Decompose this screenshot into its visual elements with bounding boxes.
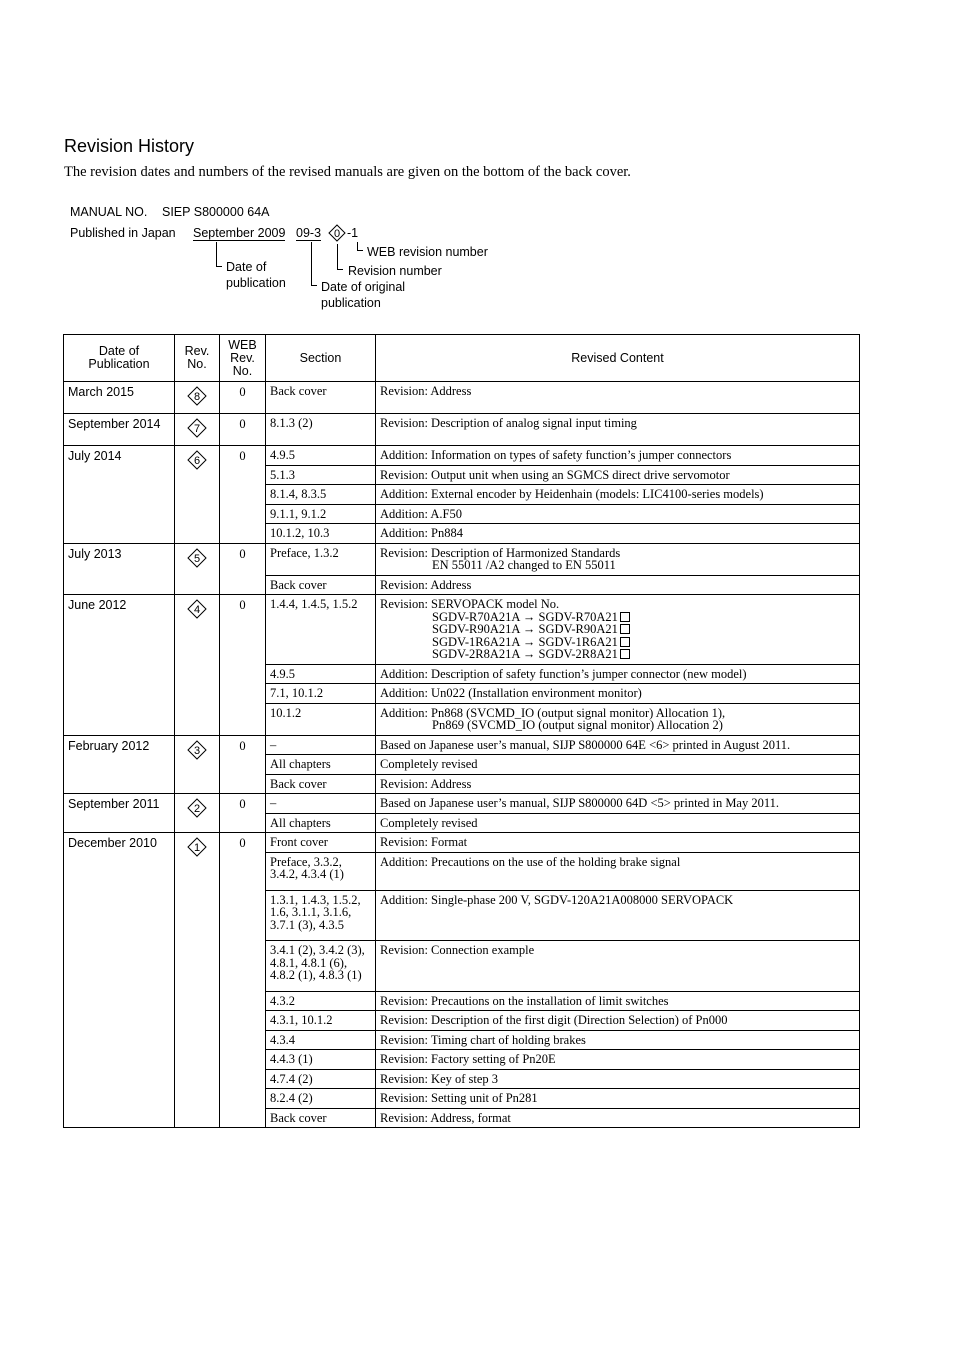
section-cell: Preface, 3.3.2, 3.4.2, 4.3.4 (1) — [266, 852, 376, 890]
content-line: Revision: Precautions on the installation of limit switches — [380, 993, 669, 1008]
revised-content-cell — [376, 833, 860, 853]
revised-content-cell — [376, 991, 860, 1011]
publication-date-cell: July 2013 — [64, 543, 175, 595]
revision-diamond-icon — [187, 418, 207, 438]
section-cell: 1.3.1, 1.4.3, 1.5.2, 1.6, 3.1.1, 3.1.6, 3.7.1 (3), 4.3.5 — [266, 890, 376, 941]
section-cell: 10.1.2 — [266, 703, 376, 735]
web-rev-cell: 0 — [220, 543, 266, 595]
revision-diamond-icon — [187, 450, 207, 470]
header-web: WEB Rev. No. — [220, 335, 266, 382]
section-cell: – — [266, 735, 376, 755]
section-cell: 8.1.3 (2) — [266, 414, 376, 446]
section-cell: Preface, 1.3.2 — [266, 543, 376, 575]
section-cell: 4.7.4 (2) — [266, 1069, 376, 1089]
content-line-indented: EN 55011 /A2 changed to EN 55011 — [432, 558, 616, 572]
section-cell: Back cover — [266, 1108, 376, 1128]
table-row — [64, 735, 860, 755]
original-code: 09-3 — [296, 226, 322, 240]
revised-content-cell — [376, 465, 860, 485]
revised-content-cell — [376, 504, 860, 524]
revision-number: 1 — [193, 842, 201, 854]
revised-content-cell — [376, 1089, 860, 1109]
callout-revision-number: Revision number — [348, 264, 442, 278]
revision-number: 3 — [193, 744, 201, 757]
callout-date-line2: publication — [226, 276, 286, 290]
section-cell: All chapters — [266, 755, 376, 775]
rev-no-cell — [175, 382, 220, 414]
content-line-indented: SGDV-R90A21A → SGDV-R90A21 — [380, 623, 855, 636]
web-revision-suffix: -1 — [347, 226, 359, 240]
revised-content-cell — [376, 755, 860, 775]
publication-date-cell: September 2011 — [64, 794, 175, 833]
table-row — [64, 833, 860, 853]
section-cell: 8.1.4, 8.3.5 — [266, 485, 376, 505]
header-section: Section — [266, 335, 376, 382]
rev-no-cell — [175, 543, 220, 595]
publication-date-cell: February 2012 — [64, 735, 175, 794]
placeholder-box-icon — [620, 624, 630, 634]
table-row — [64, 595, 860, 665]
content-line: Addition: A.F50 — [380, 506, 462, 521]
section-cell: 4.3.2 — [266, 991, 376, 1011]
section-cell: 3.4.1 (2), 3.4.2 (3), 4.8.1, 4.8.1 (6), 4.8.2 (1), 4.8.3 (1) — [266, 941, 376, 992]
content-line: Addition: Single-phase 200 V, SGDV-120A21A008000 SERVOPACK — [380, 892, 734, 907]
revised-content-cell — [376, 1011, 860, 1031]
section-cell: 10.1.2, 10.3 — [266, 524, 376, 544]
web-rev-cell: 0 — [220, 382, 266, 414]
table-row — [64, 446, 860, 466]
revised-content-cell — [376, 414, 860, 446]
content-line: Addition: External encoder by Heidenhain (models: LIC4100-series models) — [380, 487, 764, 501]
section-cell: 9.1.1, 9.1.2 — [266, 504, 376, 524]
revision-number: 4 — [193, 604, 201, 616]
rev-no-cell — [175, 833, 220, 1128]
revision-number: 5 — [193, 552, 201, 565]
manual-no-value: SIEP S800000 64A — [162, 205, 270, 219]
content-line: Revision: Address — [380, 384, 472, 398]
content-line: Addition: Pn868 (SVCMD_IO (output signal monitor) Allocation 1), — [380, 705, 726, 720]
section-cell: 8.2.4 (2) — [266, 1089, 376, 1109]
header-date: Date of Publication — [64, 335, 175, 382]
rev-no-cell — [175, 414, 220, 446]
placeholder-box-icon — [620, 637, 630, 647]
publication-date-cell: July 2014 — [64, 446, 175, 544]
content-line: Revision: SERVOPACK model No. — [380, 597, 560, 611]
content-line: Revision: Setting unit of Pn281 — [380, 1091, 538, 1105]
placeholder-box-icon — [620, 612, 630, 622]
content-line: Revision: Output unit when using an SGMCS direct drive servomotor — [380, 467, 730, 482]
table-header-row — [64, 335, 860, 382]
section-cell: 5.1.3 — [266, 465, 376, 485]
section-cell: 4.3.4 — [266, 1030, 376, 1050]
section-cell: 4.4.3 (1) — [266, 1050, 376, 1070]
header-rev: Rev. No. — [175, 335, 220, 382]
content-line: Revision: Key of step 3 — [380, 1071, 499, 1086]
revised-content-cell — [376, 774, 860, 794]
revision-diamond-icon — [187, 386, 207, 406]
revised-content-cell — [376, 1069, 860, 1089]
header-content: Revised Content — [376, 335, 860, 382]
web-rev-cell: 0 — [220, 735, 266, 794]
web-rev-cell: 0 — [220, 595, 266, 736]
section-cell: Back cover — [266, 774, 376, 794]
section-cell: All chapters — [266, 813, 376, 833]
content-line: Revision: Format — [380, 835, 468, 849]
content-line: Based on Japanese user’s manual, SIJP S800000 64E <6> printed in August 2011. — [380, 737, 791, 752]
content-line: Addition: Precautions on the use of the holding brake signal — [380, 854, 681, 869]
revision-history-table — [63, 334, 860, 1128]
content-line-indented: SGDV-2R8A21A → SGDV-2R8A21 — [380, 648, 855, 661]
section-cell: Back cover — [266, 382, 376, 414]
revised-content-cell — [376, 446, 860, 466]
content-line: Revision: Connection example — [380, 943, 535, 957]
table-row — [64, 543, 860, 575]
publication-date: September 2009 — [193, 226, 286, 240]
table-row — [64, 414, 860, 446]
content-line: Based on Japanese user’s manual, SIJP S800000 64D <5> printed in May 2011. — [380, 796, 780, 810]
revision-diamond-icon — [187, 548, 207, 568]
revision-number: 2 — [193, 803, 201, 815]
content-line: Revision: Description of Harmonized Standards — [380, 545, 621, 560]
content-line: Revision: Address — [380, 776, 472, 791]
content-line: Revision: Address, format — [380, 1110, 511, 1125]
publication-date-cell: September 2014 — [64, 414, 175, 446]
content-line: Revision: Timing chart of holding brakes — [380, 1032, 586, 1047]
web-rev-cell: 0 — [220, 833, 266, 1128]
content-line: Addition: Information on types of safety function’s jumper connectors — [380, 448, 732, 462]
content-line: Addition: Description of safety function’s jumper connector (new model) — [380, 666, 747, 681]
section-cell: – — [266, 794, 376, 814]
revised-content-cell — [376, 595, 860, 665]
revised-content-cell — [376, 1050, 860, 1070]
section-cell: Back cover — [266, 575, 376, 595]
placeholder-box-icon — [620, 649, 630, 659]
content-line: Revision: Description of analog signal input timing — [380, 416, 637, 430]
content-line-indented: SGDV-R70A21A → SGDV-R70A21 — [380, 611, 855, 624]
revised-content-cell — [376, 543, 860, 575]
table-row — [64, 794, 860, 814]
page-title: Revision History — [64, 136, 195, 156]
content-line: Completely revised — [380, 757, 478, 771]
section-cell: 7.1, 10.1.2 — [266, 684, 376, 704]
publication-date-cell: March 2015 — [64, 382, 175, 414]
revision-number: 6 — [193, 455, 201, 467]
callout-original-date: Date of original — [321, 280, 406, 294]
content-line-indented: SGDV-1R6A21A → SGDV-1R6A21 — [380, 636, 855, 649]
revised-content-cell — [376, 1108, 860, 1128]
web-rev-cell: 0 — [220, 794, 266, 833]
content-line: Revision: Description of the first digit (Direction Selection) of Pn000 — [380, 1013, 728, 1027]
revised-content-cell — [376, 794, 860, 814]
revision-diamond-icon — [187, 837, 207, 857]
revised-content-cell — [376, 813, 860, 833]
revision-number: 8 — [193, 391, 201, 403]
revised-content-cell — [376, 524, 860, 544]
revised-content-cell — [376, 485, 860, 505]
web-rev-cell: 0 — [220, 446, 266, 544]
revised-content-cell — [376, 575, 860, 595]
section-cell: Front cover — [266, 833, 376, 853]
revised-content-cell — [376, 890, 860, 941]
web-rev-cell: 0 — [220, 414, 266, 446]
revision-diamond-icon — [187, 798, 207, 818]
callout-original-date-line2: publication — [321, 296, 381, 310]
revision-diamond-icon — [187, 740, 207, 760]
manual-no-label: MANUAL NO. — [70, 205, 148, 219]
publication-date-cell: December 2010 — [64, 833, 175, 1128]
content-line: Revision: Address — [380, 577, 472, 592]
content-line: Completely revised — [380, 815, 478, 830]
table-row — [64, 382, 860, 414]
revised-content-cell — [376, 852, 860, 890]
revised-content-cell — [376, 941, 860, 992]
revision-number: 7 — [193, 423, 201, 435]
rev-no-cell — [175, 446, 220, 544]
revised-content-cell — [376, 684, 860, 704]
revised-content-cell — [376, 703, 860, 735]
content-line-indented: Pn869 (SVCMD_IO (output signal monitor) Allocation 2) — [432, 718, 723, 732]
content-line: Addition: Un022 (Installation environment monitor) — [380, 686, 642, 700]
revised-content-cell — [376, 382, 860, 414]
published-label: Published in Japan — [70, 226, 176, 240]
section-cell: 4.3.1, 10.1.2 — [266, 1011, 376, 1031]
rev-no-cell — [175, 794, 220, 833]
revision-diamond-number: 0 — [333, 228, 341, 240]
callout-web-revision: WEB revision number — [367, 245, 488, 259]
revision-diamond-icon — [328, 224, 346, 242]
rev-no-cell — [175, 595, 220, 736]
revised-content-cell — [376, 735, 860, 755]
revised-content-cell — [376, 1030, 860, 1050]
content-line: Revision: Factory setting of Pn20E — [380, 1052, 556, 1066]
section-cell: 1.4.4, 1.4.5, 1.5.2 — [266, 595, 376, 665]
content-line: Addition: Pn884 — [380, 526, 463, 540]
revised-content-cell — [376, 664, 860, 684]
section-cell: 4.9.5 — [266, 446, 376, 466]
intro-text: The revision dates and numbers of the revised manuals are given on the bottom of the back cover. — [64, 164, 631, 180]
callout-date: Date of — [226, 260, 267, 274]
section-cell: 4.9.5 — [266, 664, 376, 684]
revision-diamond-icon — [187, 599, 207, 619]
rev-no-cell — [175, 735, 220, 794]
publication-date-cell: June 2012 — [64, 595, 175, 736]
